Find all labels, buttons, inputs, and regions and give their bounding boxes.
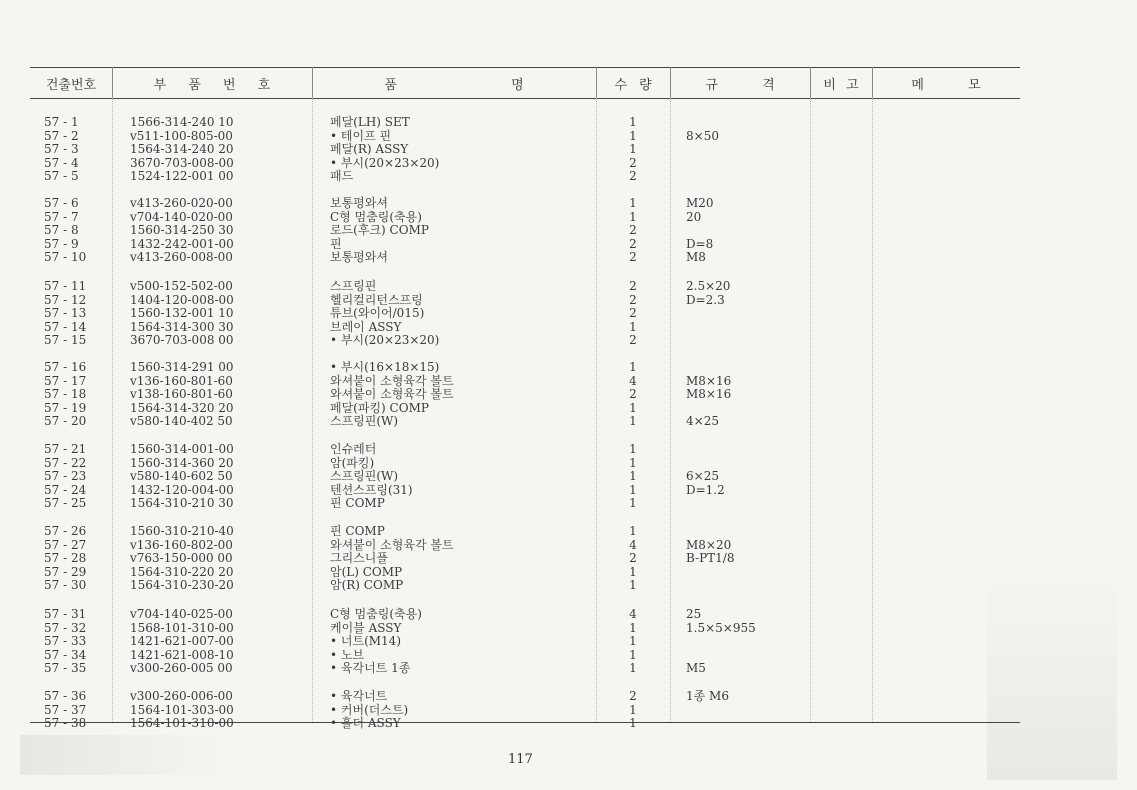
part-name: 브레이 ASSY (330, 319, 402, 334)
quantity: 1 (629, 455, 637, 470)
ref-number: 57 - 12 (44, 292, 87, 307)
quantity: 2 (629, 223, 637, 238)
quantity: 1 (629, 128, 637, 143)
ref-number: 57 - 4 (44, 155, 79, 170)
quantity: 1 (629, 209, 637, 224)
ref-number: 57 - 6 (44, 196, 79, 210)
part-number: v580-140-402 50 (130, 414, 233, 429)
specification: M5 (686, 661, 706, 676)
part-name: 인슈레터 (330, 442, 377, 456)
specification: D=8 (686, 236, 714, 251)
ref-number: 57 - 20 (44, 414, 87, 429)
specification: 25 (686, 607, 702, 621)
specification: D=2.3 (686, 292, 725, 307)
part-number: 1432-242-001-00 (130, 236, 234, 251)
quantity: 1 (629, 400, 637, 415)
part-name: • 육각너트 (330, 689, 388, 703)
part-name: 보통평와셔 (330, 196, 388, 210)
page-number: 117 (508, 752, 533, 767)
quantity: 4 (629, 373, 637, 388)
ref-number: 57 - 33 (44, 634, 87, 649)
column-divider (312, 98, 313, 722)
part-number: 1564-314-320 20 (130, 400, 234, 415)
part-name: • 너트(M14) (330, 634, 401, 649)
part-name: 스프링핀(W) (330, 414, 399, 429)
specification: M8×16 (686, 387, 732, 402)
part-number: 3670-703-008-00 (130, 155, 234, 170)
specification: M8 (686, 250, 706, 265)
ref-number: 57 - 38 (44, 716, 87, 731)
ref-number: 57 - 11 (44, 279, 87, 293)
header-part-number: 부 품 번 호 (153, 78, 271, 93)
specification: M8×20 (686, 537, 732, 552)
part-number: 3670-703-008 00 (130, 333, 234, 348)
quantity: 1 (629, 319, 637, 334)
ref-number: 57 - 2 (44, 128, 79, 143)
quantity: 1 (629, 442, 637, 456)
quantity: 1 (629, 482, 637, 497)
quantity: 1 (629, 661, 637, 676)
part-name: 와셔붙이 소형육각 볼트 (330, 537, 454, 552)
quantity: 2 (629, 236, 637, 251)
part-number: 1524-122-001 00 (130, 169, 234, 184)
specification: B-PT1/8 (686, 551, 735, 566)
scan-smudge (20, 735, 240, 775)
specification: M20 (686, 196, 714, 210)
part-name: 페달(파킹) COMP (330, 400, 429, 415)
part-number: 1560-314-001-00 (130, 442, 234, 456)
ref-number: 57 - 17 (44, 373, 87, 388)
part-name: 핀 COMP (330, 524, 385, 538)
quantity: 2 (629, 387, 637, 402)
ref-number: 57 - 36 (44, 689, 87, 703)
part-name: 스프링핀 (330, 279, 377, 293)
quantity: 1 (629, 142, 637, 157)
quantity: 1 (629, 716, 637, 731)
quantity: 1 (629, 469, 637, 484)
part-number: 1560-314-250 30 (130, 223, 234, 238)
part-number: v500-152-502-00 (130, 279, 233, 293)
part-number: 1564-314-240 20 (130, 142, 234, 157)
specification: M8×16 (686, 373, 732, 388)
part-name: 헬리컬리턴스프링 (330, 292, 423, 307)
part-name: 와셔붙이 소형육각 볼트 (330, 373, 454, 388)
part-number: v704-140-025-00 (130, 607, 233, 621)
quantity: 1 (629, 196, 637, 210)
quantity: 1 (629, 647, 637, 662)
ref-number: 57 - 1 (44, 115, 79, 129)
part-number: 1421-621-008-10 (130, 647, 234, 662)
header-memo: 메 모 (911, 78, 981, 93)
header-part-name: 품 명 (384, 78, 524, 93)
ref-number: 57 - 5 (44, 169, 79, 184)
part-name: 핀 COMP (330, 496, 385, 511)
quantity: 1 (629, 702, 637, 717)
part-number: 1564-101-310-00 (130, 716, 234, 731)
part-number: v138-160-801-60 (130, 387, 233, 402)
part-name: • 육각너트 1종 (330, 661, 411, 676)
part-number: 1560-310-210-40 (130, 524, 234, 538)
specification: 20 (686, 209, 702, 224)
part-name: 암(R) COMP (330, 578, 404, 593)
header-quantity: 수 량 (614, 78, 652, 93)
specification: 1.5×5×955 (686, 620, 756, 635)
quantity: 4 (629, 537, 637, 552)
part-name: 패드 (330, 169, 354, 184)
part-number: v763-150-000 00 (130, 551, 233, 566)
quantity: 4 (629, 607, 637, 621)
part-name: 스프링핀(W) (330, 469, 399, 484)
ref-number: 57 - 15 (44, 333, 87, 348)
part-number: 1564-310-210 30 (130, 496, 234, 511)
quantity: 2 (629, 169, 637, 184)
ref-number: 57 - 37 (44, 702, 87, 717)
part-number: v704-140-020-00 (130, 209, 233, 224)
part-number: 1432-120-004-00 (130, 482, 234, 497)
column-divider (112, 98, 113, 722)
part-name: • 테이프 핀 (330, 128, 392, 143)
quantity: 2 (629, 306, 637, 321)
quantity: 1 (629, 496, 637, 511)
ref-number: 57 - 21 (44, 442, 87, 456)
header-remark: 비 고 (823, 78, 859, 93)
quantity: 2 (629, 155, 637, 170)
specification: 6×25 (686, 469, 719, 484)
part-number: 1566-314-240 10 (130, 115, 234, 129)
quantity: 2 (629, 250, 637, 265)
ref-number: 57 - 34 (44, 647, 87, 662)
part-number: v580-140-602 50 (130, 469, 233, 484)
ref-number: 57 - 9 (44, 236, 79, 251)
part-name: 암(L) COMP (330, 564, 403, 579)
column-divider (872, 98, 873, 722)
part-number: v136-160-801-60 (130, 373, 233, 388)
quantity: 1 (629, 360, 637, 374)
part-number: 1568-101-310-00 (130, 620, 234, 635)
part-number: v413-260-008-00 (130, 250, 233, 265)
part-number: v300-260-006-00 (130, 689, 233, 703)
ref-number: 57 - 30 (44, 578, 87, 593)
part-name: • 노브 (330, 647, 365, 662)
part-name: 케이블 ASSY (330, 620, 402, 635)
part-number: 1560-314-291 00 (130, 360, 234, 374)
ref-number: 57 - 24 (44, 482, 87, 497)
ref-number: 57 - 31 (44, 607, 87, 621)
part-name: 로드(후크) COMP (330, 223, 429, 238)
part-number: v413-260-020-00 (130, 196, 233, 210)
ref-number: 57 - 18 (44, 387, 87, 402)
specification: 2.5×20 (686, 279, 731, 293)
quantity: 2 (629, 279, 637, 293)
part-number: v136-160-802-00 (130, 537, 233, 552)
ref-number: 57 - 35 (44, 661, 87, 676)
column-divider (810, 98, 811, 722)
part-name: C형 멈춤링(축용) (330, 209, 422, 224)
part-name: • 부시(20×23×20) (330, 155, 440, 170)
ref-number: 57 - 8 (44, 223, 79, 238)
scan-smudge (987, 560, 1117, 780)
column-divider (670, 98, 671, 722)
specification: 4×25 (686, 414, 719, 429)
part-number: 1564-101-303-00 (130, 702, 234, 717)
specification: 8×50 (686, 128, 719, 143)
quantity: 1 (629, 620, 637, 635)
quantity: 1 (629, 115, 637, 129)
ref-number: 57 - 32 (44, 620, 87, 635)
part-name: 텐션스프링(31) (330, 482, 413, 497)
header-ref-number: 건출번호 (45, 78, 97, 93)
part-number: 1564-314-300 30 (130, 319, 234, 334)
specification: D=1.2 (686, 482, 725, 497)
part-number: 1404-120-008-00 (130, 292, 234, 307)
part-number: v511-100-805-00 (130, 128, 233, 143)
ref-number: 57 - 19 (44, 400, 87, 415)
part-name: 핀 (330, 236, 342, 251)
part-number: 1421-621-007-00 (130, 634, 234, 649)
part-name: 와셔붙이 소형육각 볼트 (330, 387, 454, 402)
ref-number: 57 - 29 (44, 564, 87, 579)
ref-number: 57 - 10 (44, 250, 87, 265)
part-number: 1564-310-220 20 (130, 564, 234, 579)
part-name: 페달(R) ASSY (330, 142, 409, 157)
ref-number: 57 - 23 (44, 469, 87, 484)
quantity: 1 (629, 524, 637, 538)
part-name: • 홀더 ASSY (330, 716, 401, 731)
quantity: 2 (629, 689, 637, 703)
specification: 1종 M6 (686, 689, 729, 703)
ref-number: 57 - 25 (44, 496, 87, 511)
quantity: 1 (629, 414, 637, 429)
quantity: 2 (629, 333, 637, 348)
part-name: C형 멈춤링(축용) (330, 607, 422, 621)
quantity: 2 (629, 292, 637, 307)
ref-number: 57 - 14 (44, 319, 87, 334)
quantity: 1 (629, 578, 637, 593)
part-name: • 부시(16×18×15) (330, 360, 440, 374)
ref-number: 57 - 27 (44, 537, 87, 552)
ref-number: 57 - 28 (44, 551, 87, 566)
ref-number: 57 - 16 (44, 360, 87, 374)
ref-number: 57 - 22 (44, 455, 87, 470)
part-name: • 부시(20×23×20) (330, 333, 440, 348)
quantity: 1 (629, 564, 637, 579)
part-name: 보통평와셔 (330, 250, 388, 265)
part-number: 1564-310-230-20 (130, 578, 234, 593)
part-number: 1560-314-360 20 (130, 455, 234, 470)
part-number: 1560-132-001 10 (130, 306, 234, 321)
part-name: 페달(LH) SET (330, 115, 410, 129)
part-name: 그리스니플 (330, 551, 388, 566)
ref-number: 57 - 13 (44, 306, 87, 321)
ref-number: 57 - 26 (44, 524, 87, 538)
quantity: 2 (629, 551, 637, 566)
ref-number: 57 - 7 (44, 209, 79, 224)
part-name: 튜브(와이어/015) (330, 306, 425, 321)
ref-number: 57 - 3 (44, 142, 79, 157)
header-spec: 규 격 (705, 78, 775, 93)
quantity: 1 (629, 634, 637, 649)
part-name: 암(파킹) (330, 455, 375, 470)
part-name: • 커버(더스트) (330, 702, 409, 717)
part-number: v300-260-005 00 (130, 661, 233, 676)
